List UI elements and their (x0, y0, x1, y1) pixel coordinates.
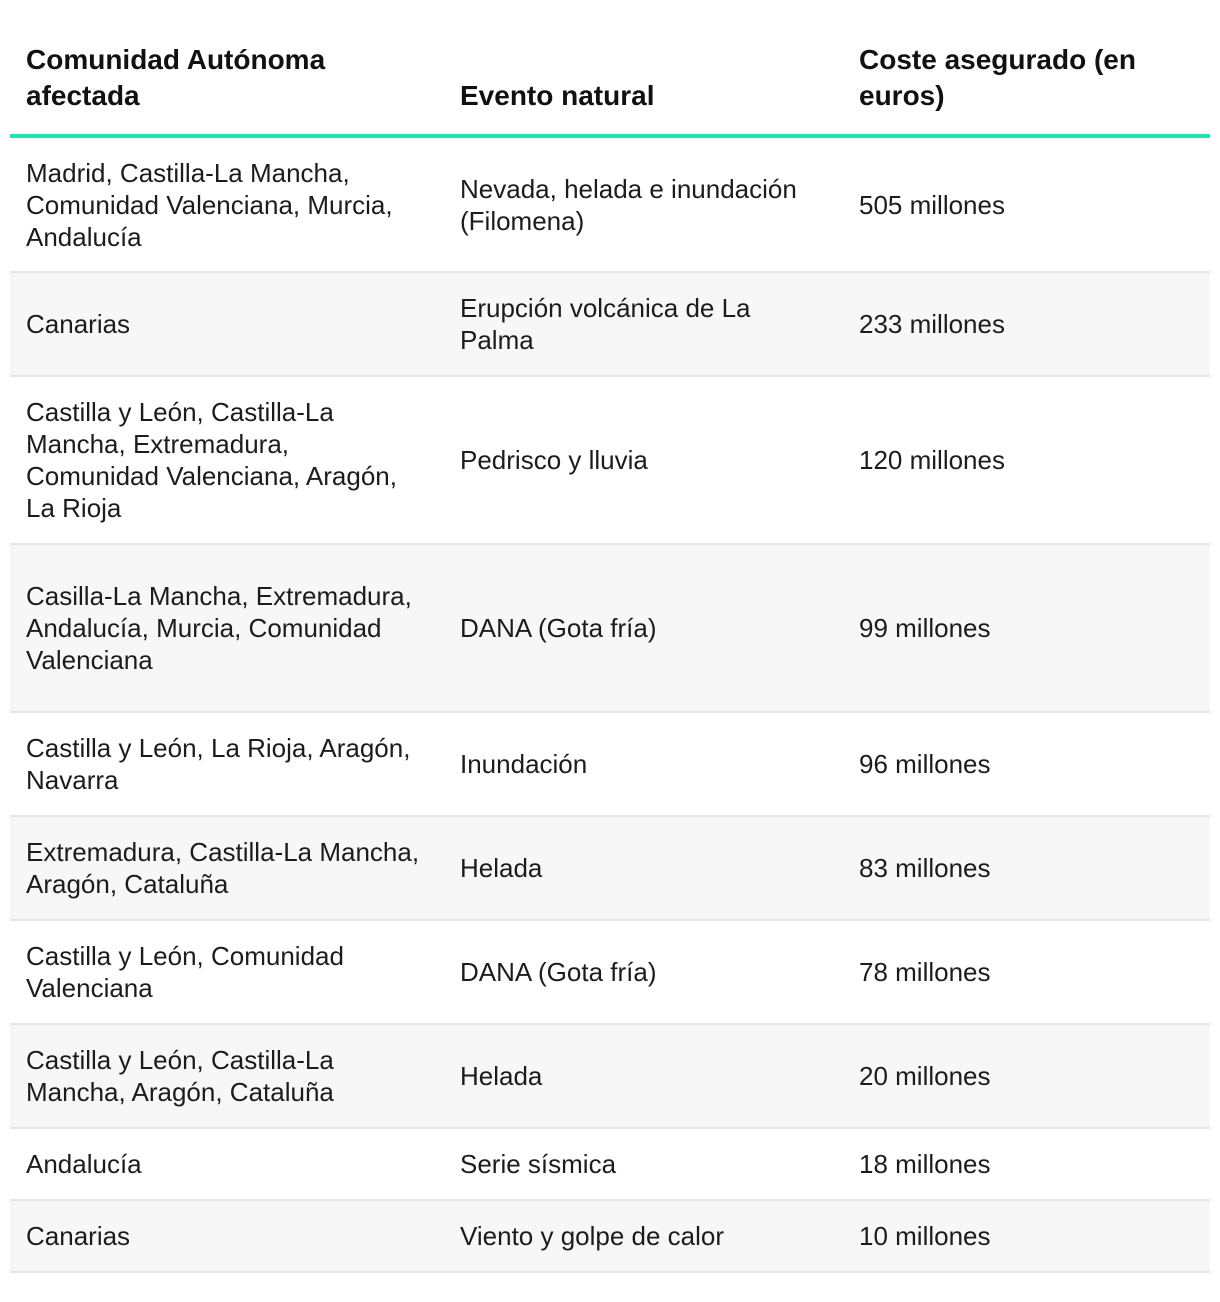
cell-event: DANA (Gota fría) (444, 544, 843, 712)
table-row (10, 712, 1210, 816)
cell-event: Viento y golpe de calor (444, 1200, 843, 1272)
cell-cost: 233 millones (843, 272, 1210, 376)
table-row (10, 920, 1210, 1024)
cell-cost: 96 millones (843, 712, 1210, 816)
table-row (10, 376, 1210, 544)
table-header (10, 0, 1210, 136)
cell-region: Casilla-La Mancha, Extremadura, Andalucía, Murcia, Comunidad Valenciana (10, 544, 444, 712)
cell-cost: 78 millones (843, 920, 1210, 1024)
table-row (10, 136, 1210, 272)
cell-event: Helada (444, 1024, 843, 1128)
cell-cost: 10 millones (843, 1200, 1210, 1272)
cell-region: Castilla y León, Castilla-La Mancha, Extremadura, Comunidad Valenciana, Aragón, La Rioja (10, 376, 444, 544)
table-row (10, 544, 1210, 712)
cell-cost: 99 millones (843, 544, 1210, 712)
cell-event: Nevada, helada e inundación (Filomena) (444, 136, 843, 272)
cell-region: Castilla y León, La Rioja, Aragón, Navarra (10, 712, 444, 816)
cell-region: Andalucía (10, 1128, 444, 1200)
cell-region: Canarias (10, 1200, 444, 1272)
cell-region: Canarias (10, 272, 444, 376)
cell-cost: 505 millones (843, 136, 1210, 272)
cell-region: Castilla y León, Comunidad Valenciana (10, 920, 444, 1024)
cell-event: Inundación (444, 712, 843, 816)
cell-event: Erupción volcánica de La Palma (444, 272, 843, 376)
cell-region: Extremadura, Castilla-La Mancha, Aragón, Cataluña (10, 816, 444, 920)
cell-cost: 20 millones (843, 1024, 1210, 1128)
cell-event: Pedrisco y lluvia (444, 376, 843, 544)
table-row (10, 1024, 1210, 1128)
cell-cost: 18 millones (843, 1128, 1210, 1200)
column-header-event: Evento natural (444, 0, 843, 136)
table-row (10, 272, 1210, 376)
table-row (10, 816, 1210, 920)
cell-event: Serie sísmica (444, 1128, 843, 1200)
cell-cost: 120 millones (843, 376, 1210, 544)
cell-region: Madrid, Castilla-La Mancha, Comunidad Valenciana, Murcia, Andalucía (10, 136, 444, 272)
table-row (10, 1200, 1210, 1272)
header-row (10, 0, 1210, 136)
table-row (10, 1128, 1210, 1200)
cell-cost: 83 millones (843, 816, 1210, 920)
data-table-container (10, 0, 1210, 1273)
cell-event: DANA (Gota fría) (444, 920, 843, 1024)
insured-cost-table (10, 0, 1210, 1273)
table-body (10, 136, 1210, 1272)
cell-region: Castilla y León, Castilla-La Mancha, Aragón, Cataluña (10, 1024, 444, 1128)
column-header-cost: Coste asegurado (en euros) (843, 0, 1210, 136)
cell-event: Helada (444, 816, 843, 920)
column-header-region: Comunidad Autónoma afectada (10, 0, 444, 136)
